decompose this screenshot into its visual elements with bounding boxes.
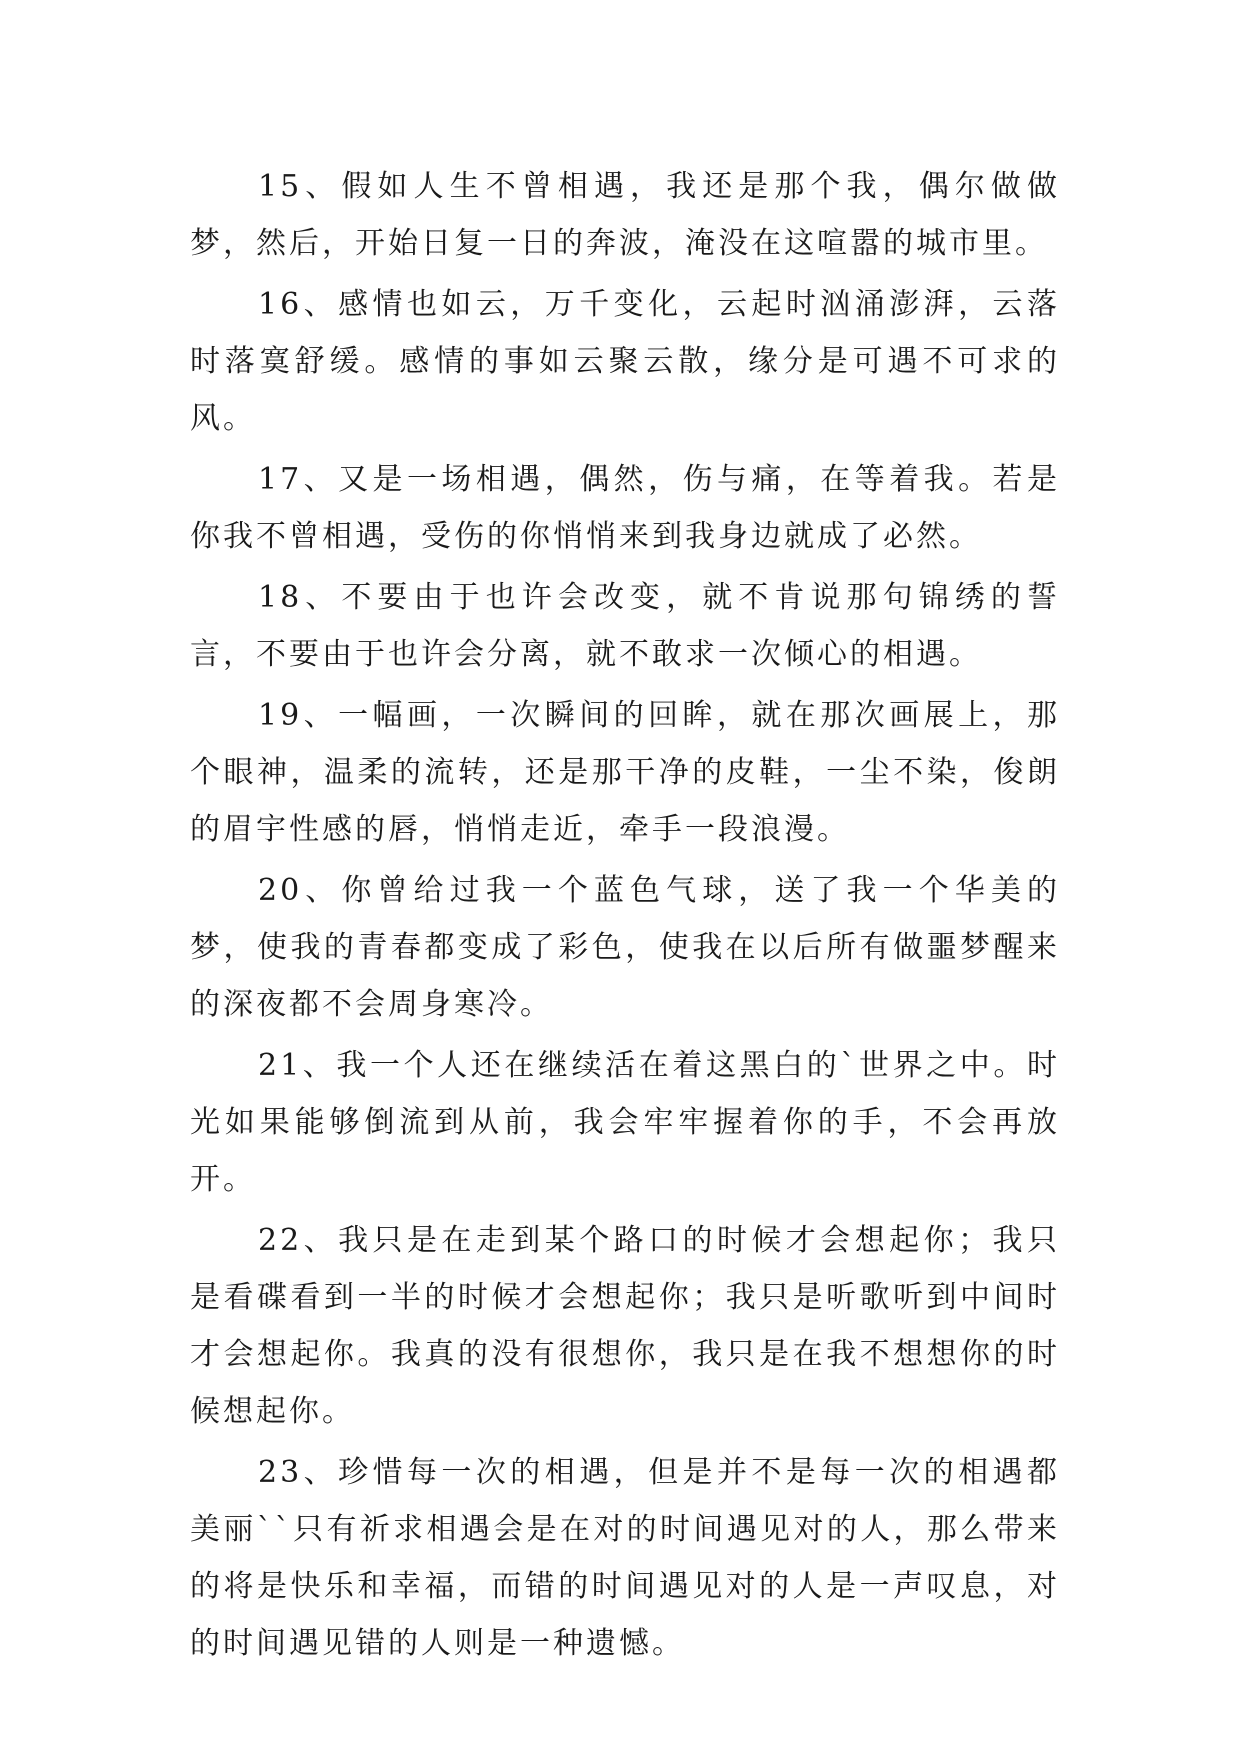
- paragraph-23: 23、珍惜每一次的相遇，但是并不是每一次的相遇都美丽``只有祈求相遇会是在对的时间遇见对的人，那么带来的将是快乐和幸福，而错的时间遇见对的人是一声叹息，对的时间遇见错的人则是一种遗憾。: [190, 1455, 1060, 1661]
- paragraph-22: 22、我只是在走到某个路口的时候才会想起你；我只是看碟看到一半的时候才会想起你；我只是听歌听到中间时才会想起你。我真的没有很想你，我只是在我不想想你的时候想起你。: [190, 1223, 1060, 1429]
- paragraph-18: 18、不要由于也许会改变，就不肯说那句锦绣的誓言，不要由于也许会分离，就不敢求一次倾心的相遇。: [190, 580, 1060, 672]
- paragraph-21: 21、我一个人还在继续活在着这黑白的`世界之中。时光如果能够倒流到从前，我会牢牢握着你的手，不会再放开。: [190, 1048, 1060, 1197]
- paragraph-17: 17、又是一场相遇，偶然，伤与痛，在等着我。若是你我不曾相遇，受伤的你悄悄来到我身边就成了必然。: [190, 462, 1060, 554]
- document-body: [190, 158, 1060, 1676]
- paragraph-15: 15、假如人生不曾相遇，我还是那个我，偶尔做做梦，然后，开始日复一日的奔波，淹没在这喧嚣的城市里。: [190, 169, 1060, 261]
- paragraph-19: 19、一幅画，一次瞬间的回眸，就在那次画展上，那个眼神，温柔的流转，还是那干净的皮鞋，一尘不染，俊朗的眉宇性感的唇，悄悄走近，牵手一段浪漫。: [190, 698, 1060, 847]
- paragraph-20: 20、你曾给过我一个蓝色气球，送了我一个华美的梦，使我的青春都变成了彩色，使我在以后所有做噩梦醒来的深夜都不会周身寒冷。: [190, 873, 1060, 1022]
- paragraph-16: 16、感情也如云，万千变化，云起时汹涌澎湃，云落时落寞舒缓。感情的事如云聚云散，缘分是可遇不可求的风。: [190, 287, 1060, 436]
